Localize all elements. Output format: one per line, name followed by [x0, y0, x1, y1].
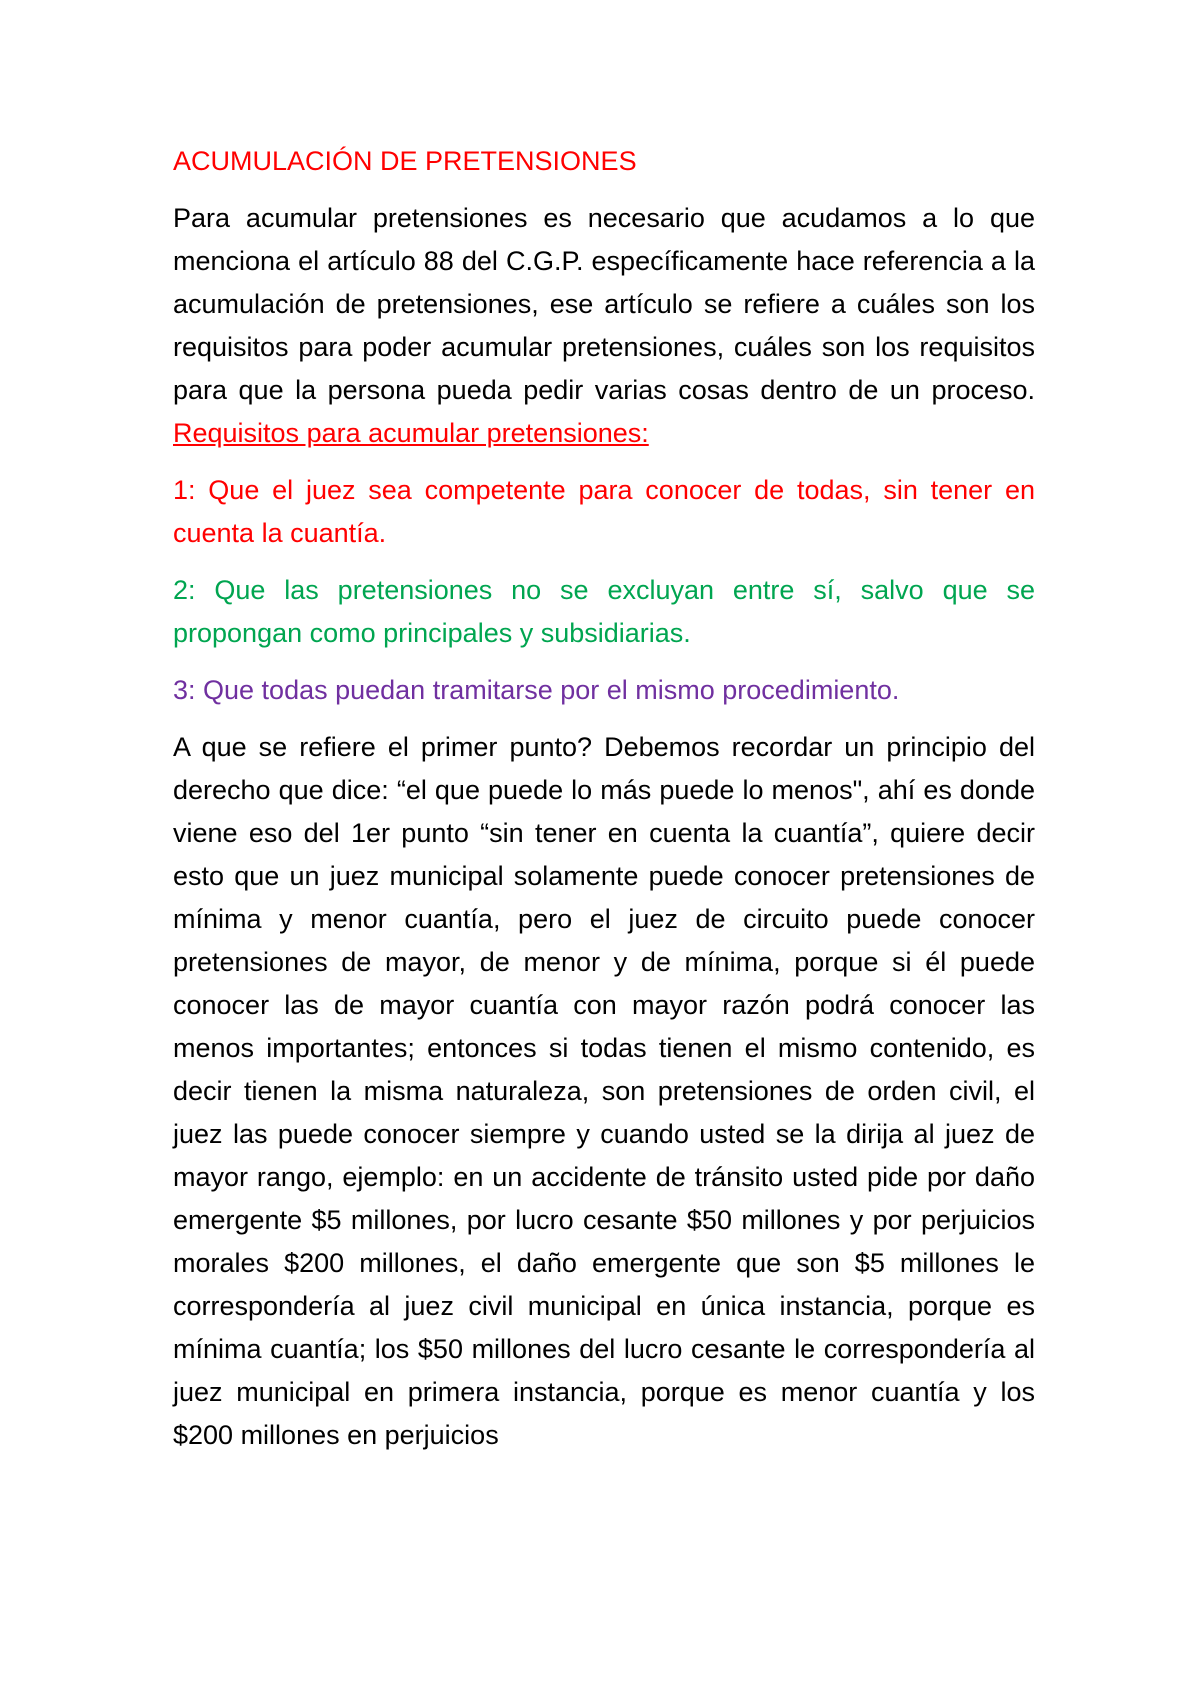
intro-paragraph — [173, 197, 1035, 455]
requirement-2: 2: Que las pretensiones no se excluyan entre sí, salvo que se propongan como principales y subsidiarias. — [173, 575, 1035, 648]
intro-text: Para acumular pretensiones es necesario que acudamos a lo que menciona el artículo 88 del C.G.P. específicamente hace referencia a la acumulación de pretensiones, ese artículo se refiere a cuáles son los requisitos para poder acumular pretensiones, cuáles son los requisitos para que la persona pueda pedir varias cosas dentro de un proceso. — [173, 203, 1035, 405]
requirements-heading: Requisitos para acumular pretensiones: — [173, 418, 649, 448]
explanation-paragraph: A que se refiere el primer punto? Debemos recordar un principio del derecho que dice: “el que puede lo más puede lo menos", ahí es donde viene eso del 1er punto “sin tener en cuenta la cuantía”, quiere decir esto que un juez municipal solamente puede conocer pretensiones de mínima y menor cuantía, pero el juez de circuito puede conocer pretensiones de mayor, de menor y de mínima, porque si él puede conocer las de mayor cuantía con mayor razón podrá conocer las menos importantes; entonces si todas tienen el mismo contenido, es decir tienen la misma naturaleza, son pretensiones de orden civil, el juez las puede conocer siempre y cuando usted se la dirija al juez de mayor rango, ejemplo: en un accidente de tránsito usted pide por daño emergente $5 millones, por lucro cesante $50 millones y por perjuicios morales $200 millones, el daño emergente que son $5 millones le correspondería al juez civil municipal en única instancia, porque es mínima cuantía; los $50 millones del lucro cesante le correspondería al juez municipal en primera instancia, porque es menor cuantía y los $200 millones en perjuicios — [173, 732, 1035, 1450]
document-page — [173, 140, 1035, 1471]
document-title: ACUMULACIÓN DE PRETENSIONES — [173, 146, 637, 176]
requirement-3: 3: Que todas puedan tramitarse por el mismo procedimiento. — [173, 675, 900, 705]
requirement-1: 1: Que el juez sea competente para conocer de todas, sin tener en cuenta la cuantía. — [173, 475, 1035, 548]
